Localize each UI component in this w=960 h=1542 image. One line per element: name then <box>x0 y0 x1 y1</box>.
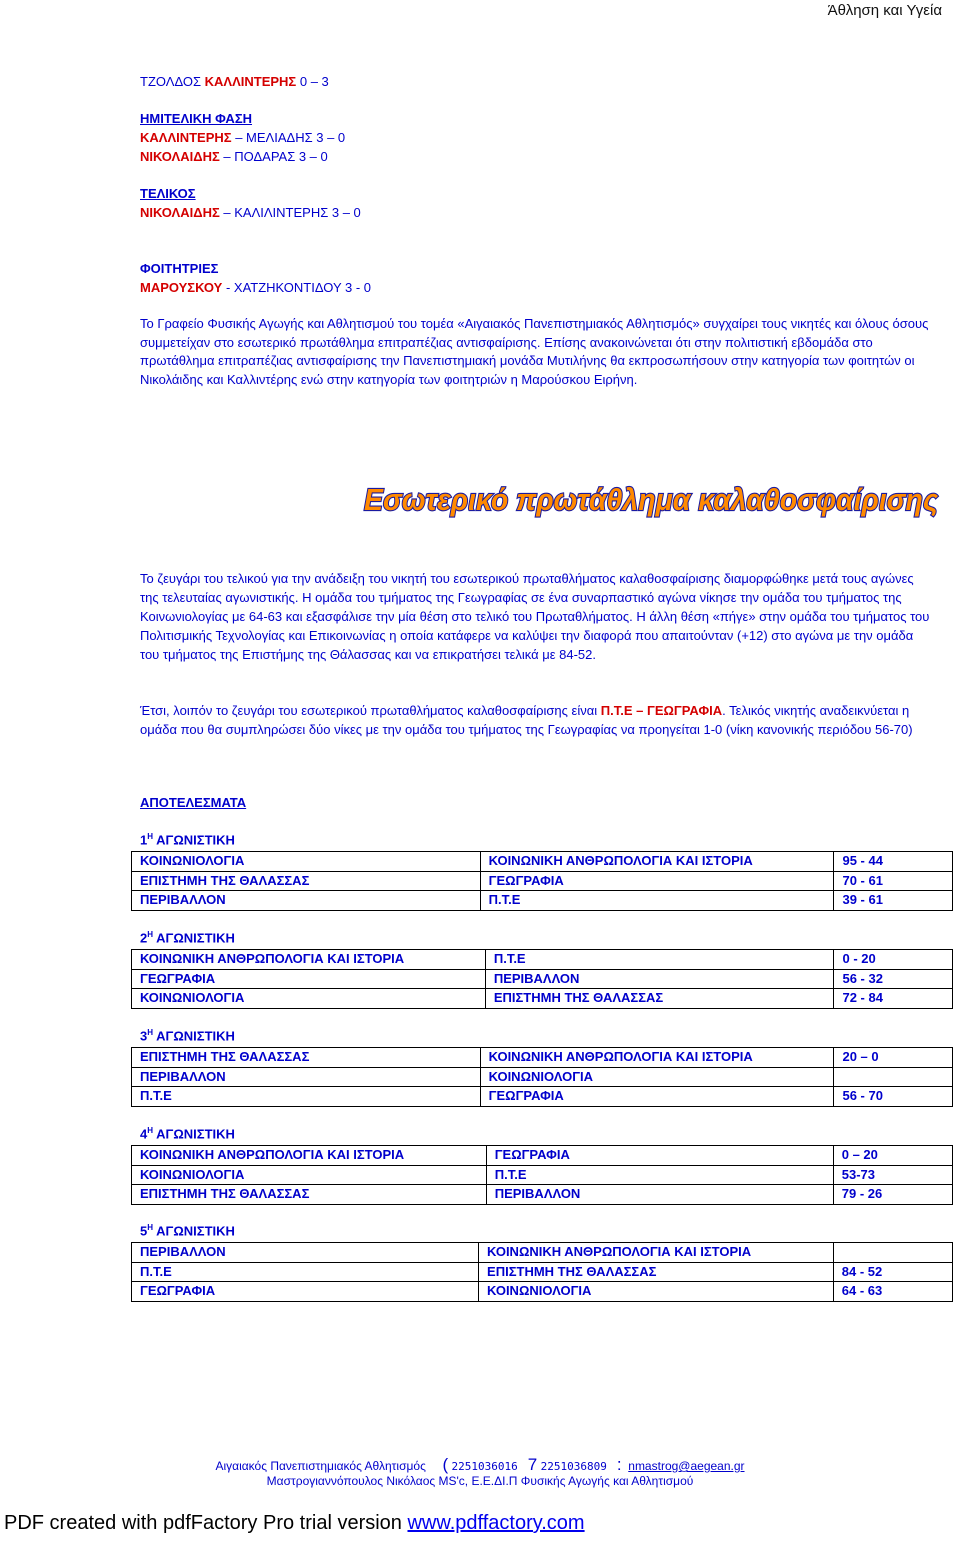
away-team-cell: Π.Τ.Ε <box>480 891 834 911</box>
round-label: ΑΓΩΝΙΣΤΙΚΗ <box>156 1223 235 1239</box>
home-team-cell: ΠΕΡΙΒΑΛΛΟΝ <box>132 1067 481 1087</box>
basketball-paragraph: Το ζευγάρι του τελικού για την ανάδειξη του νικητή του εσωτερικού πρωταθλήματος καλαθοσφαίρισης διαμορφώθηκε μετά τους αγώνες της τελευταίας αγωνιστικής. Η ομάδα του τμήματος της Γεωγραφίας σε ένα συναρπαστικό αγώνα νίκησε την ομάδα του τμήματος της Κοινωνιολογίας με 64-63 και εξασφάλισε την μία θέση στο τελικό του Πρωταθλήματος. Η άλλη θέση «πήγε» στην ομάδα του τμήματος του Πολιτισμικής Τεχνολογίας και Επικοινωνίας η οποία κατάφερε να καλύψει την διαφορά που απαιτούνταν (+12) στο αγώνα με την ομάδα του τμήματος της Επιστήμης της Θάλασσας και να επικρατήσει τελικά με 84-52. <box>140 571 930 662</box>
table-row <box>132 1262 953 1282</box>
home-team-cell: ΕΠΙΣΤΗΜΗ ΤΗΣ ΘΑΛΑΣΣΑΣ <box>132 1048 481 1068</box>
table-row <box>132 1087 953 1107</box>
table-row <box>132 1185 953 1205</box>
away-team-cell: ΠΕΡΙΒΑΛΛΟΝ <box>485 969 834 989</box>
match-tzoldos <box>140 72 329 91</box>
semifinal-title: ΗΜΙΤΕΛΙΚΗ ΦΑΣΗ <box>140 111 253 126</box>
score-cell: 95 - 44 <box>834 852 953 872</box>
score-cell: 20 – 0 <box>834 1048 953 1068</box>
page-header-title: Άθληση και Υγεία <box>827 2 942 19</box>
match-score: 0 – 3 <box>299 74 329 89</box>
round-number: 4 <box>140 1126 148 1142</box>
round-number: 5 <box>140 1223 148 1239</box>
home-team-cell: ΓΕΩΓΡΑΦΙΑ <box>132 969 486 989</box>
away-team-cell: ΓΕΩΓΡΑΦΙΑ <box>480 871 834 891</box>
home-team-cell: Π.Τ.Ε <box>132 1262 479 1282</box>
score-cell: 0 – 20 <box>833 1146 952 1166</box>
home-team-cell: ΕΠΙΣΤΗΜΗ ΤΗΣ ΘΑΛΑΣΣΑΣ <box>132 1185 487 1205</box>
round-results-table <box>131 1242 953 1302</box>
score-cell: 72 - 84 <box>834 989 953 1009</box>
winner-name: ΝΙΚΟΛΑΙΔΗΣ <box>140 149 220 164</box>
player-name: ΤΖΟΛΔΟΣ <box>140 74 202 89</box>
table-row <box>132 950 953 970</box>
round-label: ΑΓΩΝΙΣΤΙΚΗ <box>156 1126 235 1142</box>
women-title: ΦΟΙΤΗΤΡΙΕΣ <box>140 261 219 276</box>
final-title: ΤΕΛΙΚΟΣ <box>140 186 196 201</box>
final-match <box>140 203 361 222</box>
round-number: 1 <box>140 832 148 848</box>
semifinal-match-1 <box>140 128 345 147</box>
away-team-cell: ΕΠΙΣΤΗΜΗ ΤΗΣ ΘΑΛΑΣΣΑΣ <box>479 1262 834 1282</box>
section-title-text: Εσωτερικό πρωτάθλημα καλαθοσφαίρισης <box>364 482 939 517</box>
score-cell <box>834 1067 953 1087</box>
away-team-cell: ΚΟΙΝΩΝΙΟΛΟΓΙΑ <box>480 1067 834 1087</box>
score-cell: 84 - 52 <box>833 1262 952 1282</box>
final-block <box>140 184 361 222</box>
round-title <box>140 1126 235 1141</box>
final-pair-highlight: Π.Τ.Ε – ΓΕΩΓΡΑΦΙΑ <box>600 703 723 718</box>
footer-phone-2: 2251036809 <box>540 1460 607 1473</box>
pdf-banner-text: PDF created with pdfFactory Pro trial version <box>4 1512 402 1534</box>
round-sup: Η <box>147 930 154 939</box>
footer-colon: : <box>616 1455 622 1474</box>
away-team-cell: Π.Τ.Ε <box>485 950 834 970</box>
round-results-table <box>131 1145 953 1205</box>
away-team-cell: ΓΕΩΓΡΑΦΙΑ <box>486 1146 833 1166</box>
round-label: ΑΓΩΝΙΣΤΙΚΗ <box>156 1028 235 1044</box>
round-sup: Η <box>147 1223 154 1232</box>
final-pair-paragraph <box>140 701 930 739</box>
home-team-cell: Π.Τ.Ε <box>132 1087 481 1107</box>
basketball-section-title <box>362 476 942 520</box>
away-team-cell: ΕΠΙΣΤΗΜΗ ΤΗΣ ΘΑΛΑΣΣΑΣ <box>485 989 834 1009</box>
home-team-cell: ΚΟΙΝΩΝΙΚΗ ΑΝΘΡΩΠΟΛΟΓΙΑ ΚΑΙ ΙΣΤΟΡΙΑ <box>132 1146 487 1166</box>
score-cell: 56 - 32 <box>834 969 953 989</box>
away-team-cell: ΚΟΙΝΩΝΙΚΗ ΑΝΘΡΩΠΟΛΟΓΙΑ ΚΑΙ ΙΣΤΟΡΙΑ <box>480 852 834 872</box>
home-team-cell: ΠΕΡΙΒΑΛΛΟΝ <box>132 891 481 911</box>
round-number: 2 <box>140 930 148 946</box>
footer-bracket: ( <box>442 1455 449 1474</box>
semifinal-match-2 <box>140 147 345 166</box>
round-results-table <box>131 949 953 1009</box>
pdf-banner-link[interactable]: www.pdffactory.com <box>407 1512 585 1534</box>
table-row <box>132 969 953 989</box>
footer-phone-1: 2251036016 <box>451 1460 518 1473</box>
round-sup: Η <box>147 1028 154 1037</box>
match-rest: – ΚΑΛΙΛΙΝΤΕΡΗΣ 3 – 0 <box>223 205 361 220</box>
table-row <box>132 1165 953 1185</box>
women-match <box>140 278 371 297</box>
home-team-cell: ΕΠΙΣΤΗΜΗ ΤΗΣ ΘΑΛΑΣΣΑΣ <box>132 871 481 891</box>
semifinal-block <box>140 109 345 166</box>
winner-name: ΚΑΛΛΙΝΤΕΡΗΣ <box>140 130 232 145</box>
women-block <box>140 259 371 297</box>
away-team-cell: ΠΕΡΙΒΑΛΛΟΝ <box>486 1185 833 1205</box>
round-title <box>140 832 235 847</box>
round-title <box>140 1223 235 1238</box>
home-team-cell: ΚΟΙΝΩΝΙΟΛΟΓΙΑ <box>132 1165 487 1185</box>
away-team-cell: ΚΟΙΝΩΝΙΟΛΟΓΙΑ <box>479 1282 834 1302</box>
table-row <box>132 1048 953 1068</box>
away-team-cell: ΚΟΙΝΩΝΙΚΗ ΑΝΘΡΩΠΟΛΟΓΙΑ ΚΑΙ ΙΣΤΟΡΙΑ <box>480 1048 834 1068</box>
footer-sep: 7 <box>527 1455 538 1474</box>
footer-email-link[interactable]: nmastrog@aegean.gr <box>628 1459 745 1473</box>
round-title <box>140 930 235 945</box>
home-team-cell: ΚΟΙΝΩΝΙΚΗ ΑΝΘΡΩΠΟΛΟΓΙΑ ΚΑΙ ΙΣΤΟΡΙΑ <box>132 950 486 970</box>
match-rest: – ΠΟΔΑΡΑΣ 3 – 0 <box>223 149 328 164</box>
table-row <box>132 891 953 911</box>
round-title <box>140 1028 235 1043</box>
table-row <box>132 852 953 872</box>
table-row <box>132 1067 953 1087</box>
table-row <box>132 1282 953 1302</box>
score-cell: 70 - 61 <box>834 871 953 891</box>
paragraph-text: . Τελικός νικητής αναδεικνύεται η ομάδα που θα συμπληρώσει δύο νίκες με την ομάδα του τμήματος της Γεωγραφίας να προηγείται 1-0 (νίκη κανονικής περιόδου 56-70) <box>140 703 913 737</box>
score-cell: 39 - 61 <box>834 891 953 911</box>
winner-name: ΝΙΚΟΛΑΙΔΗΣ <box>140 205 220 220</box>
round-results-table <box>131 1047 953 1107</box>
match-rest: – ΜΕΛΙΑΔΗΣ 3 – 0 <box>235 130 346 145</box>
footer-line-2: Μαστρογιαννόπουλος Νικόλαος MS'c, Ε.Ε.ΔΙ.Π Φυσικής Αγωγής και Αθλητισμού <box>266 1474 694 1488</box>
announcement-paragraph: Το Γραφείο Φυσικής Αγωγής και Αθλητισμού του τομέα «Αιγαιακός Πανεπιστημιακός Αθλητισμός» συγχαίρει τους νικητές και όλους όσους συμμετείχαν στο εσωτερικό πρωτάθλημα επιτραπέζιας αντισφαίρισης. Επίσης ανακοινώνεται ότι στην πολιτιστική εβδομάδα στο πρωτάθλημα επιτραπέζιας αντισφαίρισης την Πανεπιστημιακή μονάδα Μυτιλήνης θα εκπροσωπήσουν στην κατηγορία των φοιτητών οι Νικολάιδης και Καλλιντέρης ενώ στην κατηγορία των φοιτητριών η Μαρούσκου Ειρήνη. <box>140 316 929 387</box>
home-team-cell: ΚΟΙΝΩΝΙΟΛΟΓΙΑ <box>132 852 481 872</box>
away-team-cell: Π.Τ.Ε <box>486 1165 833 1185</box>
round-label: ΑΓΩΝΙΣΤΙΚΗ <box>156 930 235 946</box>
match-rest: - ΧΑΤΖΗΚΟΝΤΙΔΟΥ 3 - 0 <box>225 280 372 295</box>
home-team-cell: ΠΕΡΙΒΑΛΛΟΝ <box>132 1243 479 1263</box>
score-cell: 56 - 70 <box>834 1087 953 1107</box>
home-team-cell: ΓΕΩΓΡΑΦΙΑ <box>132 1282 479 1302</box>
score-cell: 79 - 26 <box>833 1185 952 1205</box>
results-title: ΑΠΟΤΕΛΕΣΜΑΤΑ <box>140 795 247 810</box>
table-row <box>132 1146 953 1166</box>
round-sup: Η <box>147 1126 154 1135</box>
paragraph-text: Έτσι, λοιπόν το ζευγάρι του εσωτερικού πρωταθλήματος καλαθοσφαίρισης είναι <box>140 703 598 718</box>
score-cell: 0 - 20 <box>834 950 953 970</box>
round-label: ΑΓΩΝΙΣΤΙΚΗ <box>156 832 235 848</box>
pdf-banner <box>4 1512 585 1535</box>
home-team-cell: ΚΟΙΝΩΝΙΟΛΟΓΙΑ <box>132 989 486 1009</box>
table-row <box>132 871 953 891</box>
score-cell: 53-73 <box>833 1165 952 1185</box>
table-row <box>132 1243 953 1263</box>
round-results-table <box>131 851 953 911</box>
away-team-cell: ΓΕΩΓΡΑΦΙΑ <box>480 1087 834 1107</box>
away-team-cell: ΚΟΙΝΩΝΙΚΗ ΑΝΘΡΩΠΟΛΟΓΙΑ ΚΑΙ ΙΣΤΟΡΙΑ <box>479 1243 834 1263</box>
round-sup: Η <box>147 832 154 841</box>
score-cell <box>833 1243 952 1263</box>
winner-name: ΚΑΛΛΙΝΤΕΡΗΣ <box>204 74 297 89</box>
winner-name: ΜΑΡΟΥΣΚΟΥ <box>140 280 223 295</box>
footer-org: Αιγαιακός Πανεπιστημιακός Αθλητισμός <box>215 1459 426 1473</box>
round-number: 3 <box>140 1028 148 1044</box>
table-row <box>132 989 953 1009</box>
footer-line-1 <box>0 1455 960 1475</box>
score-cell: 64 - 63 <box>833 1282 952 1302</box>
